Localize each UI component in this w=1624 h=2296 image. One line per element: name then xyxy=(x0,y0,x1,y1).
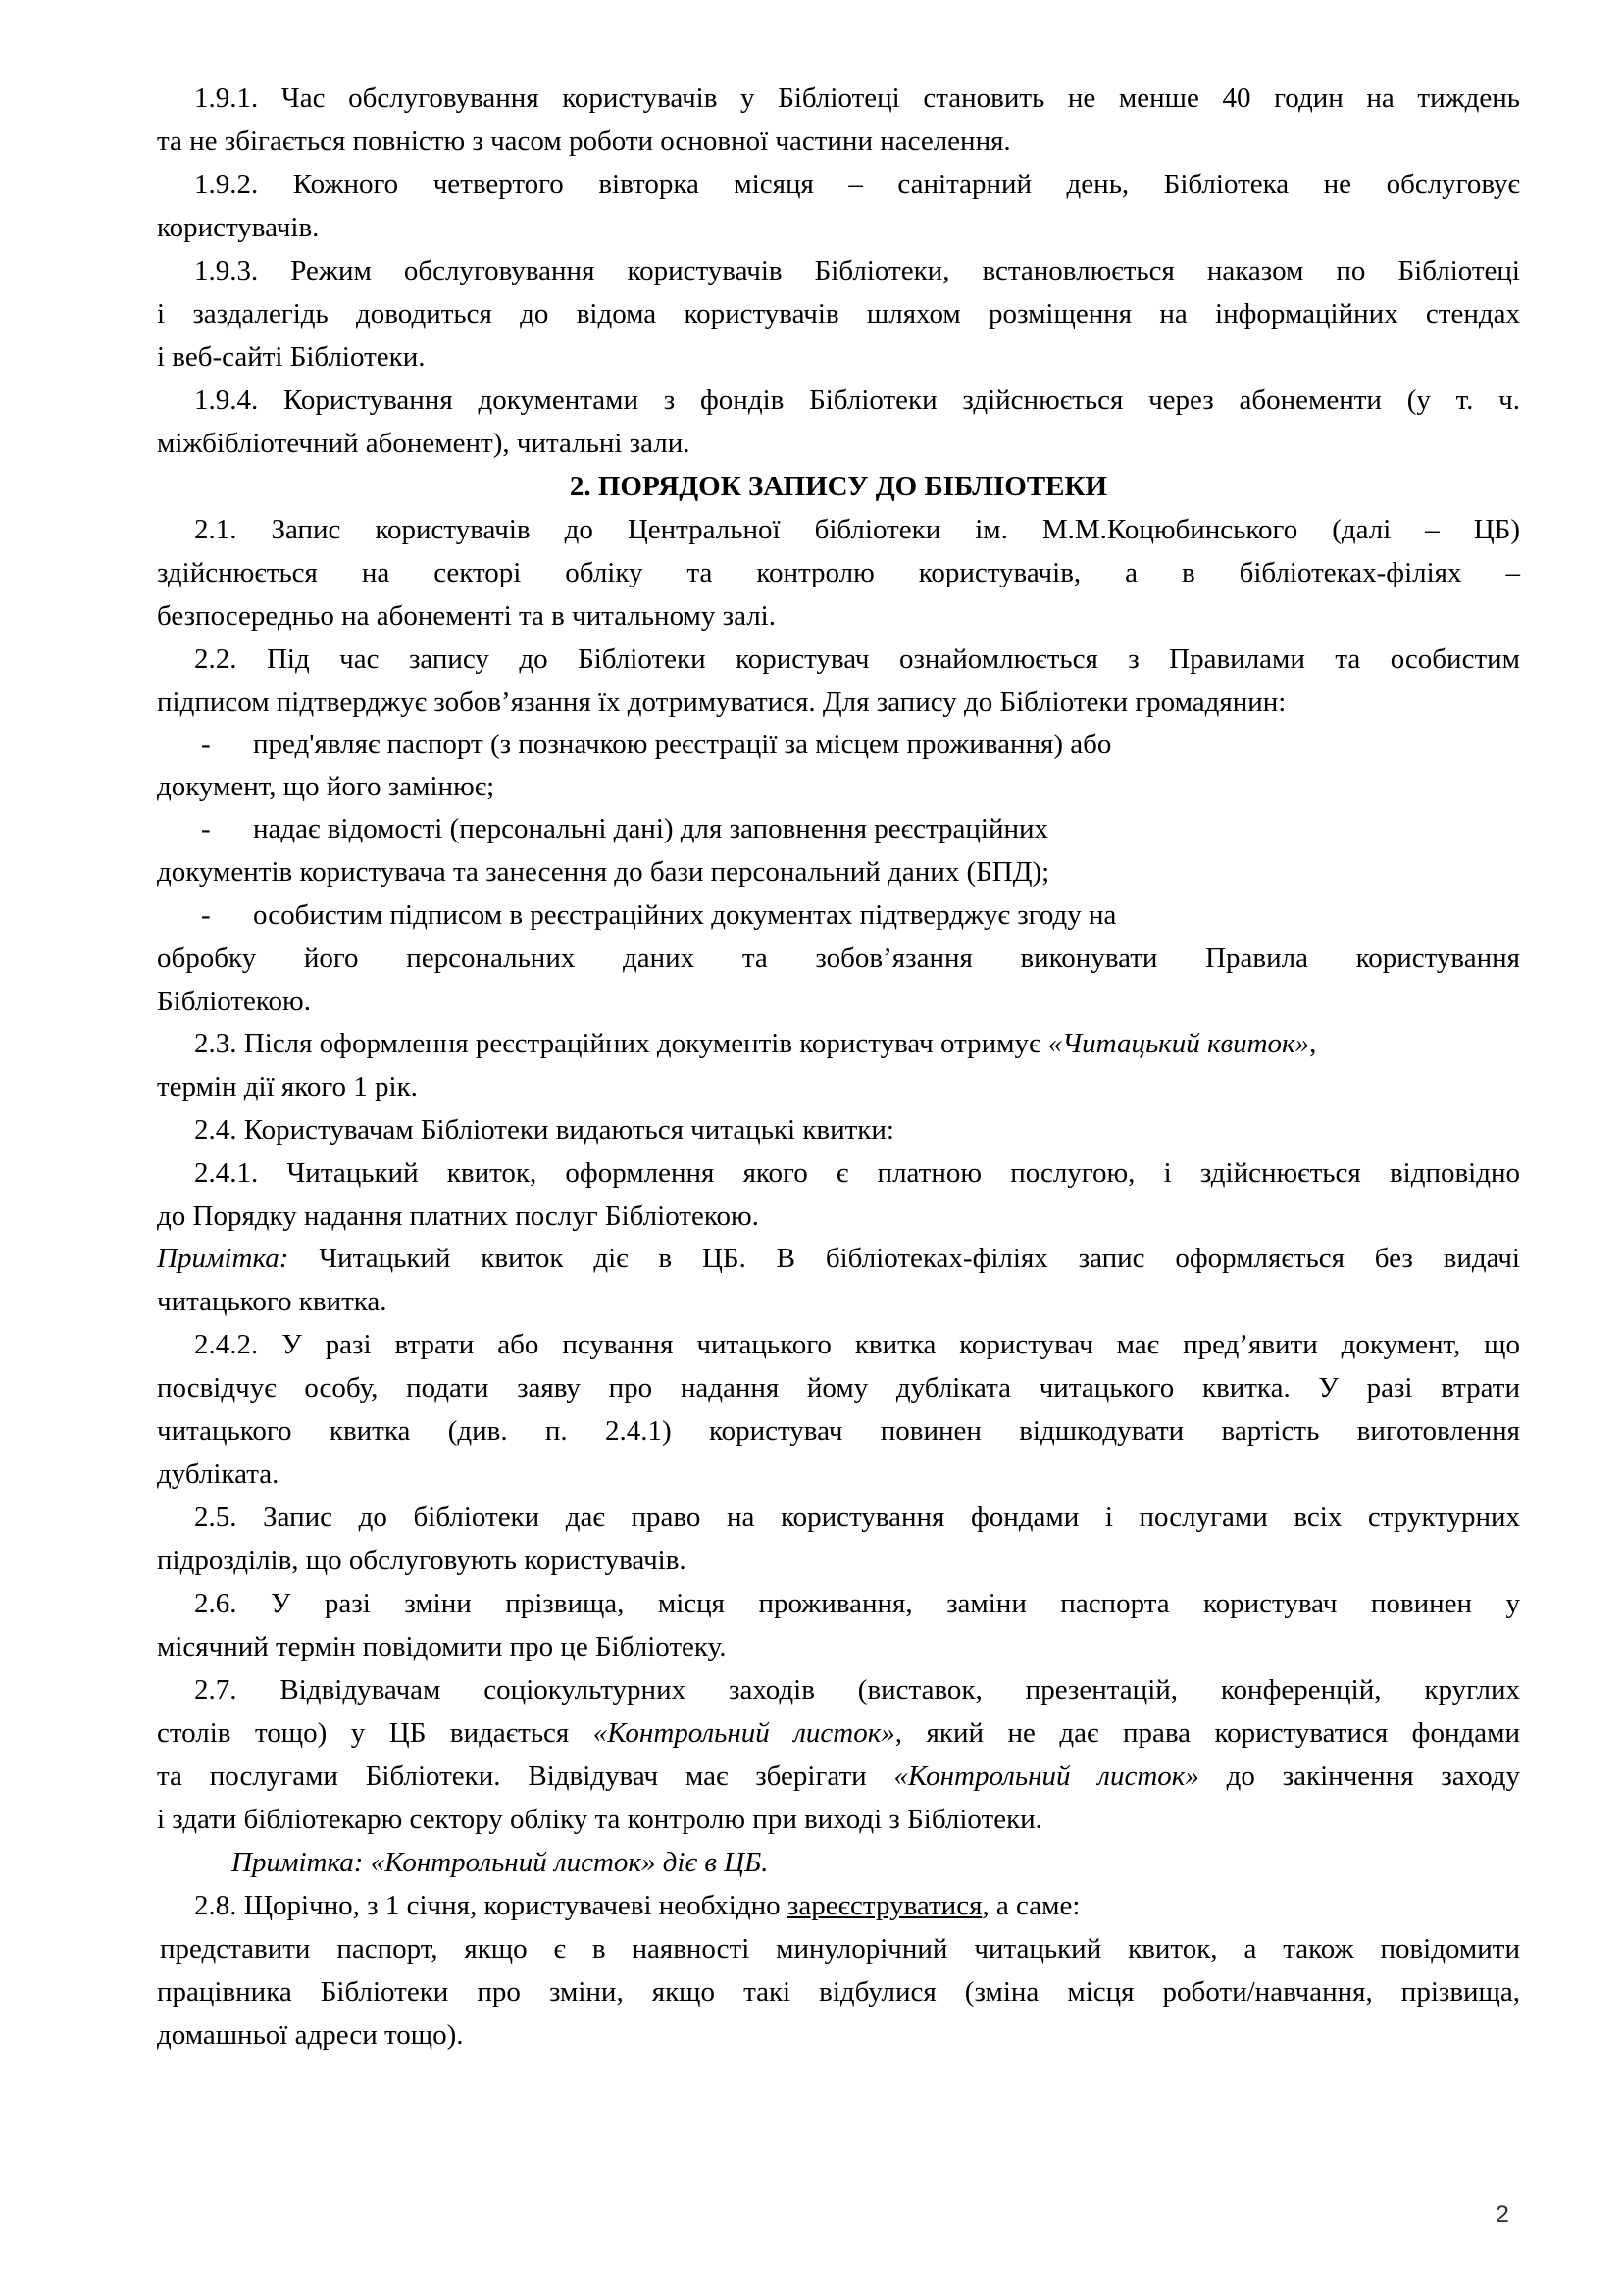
paragraph-2-8-line-2: представити паспорт, якщо є в наявності минулорічний читацький квиток, а також повідомити xyxy=(160,1933,1520,1964)
paragraph-2-4-1-line-2: до Порядку надання платних послуг Бібліотекою. xyxy=(157,1200,759,1232)
paragraph-1-9-4-line-1: 1.9.4. Користування документами з фондів Бібліотеки здійснюється через абонементи (у т. ч. xyxy=(194,384,1520,416)
section-heading: 2. ПОРЯДОК ЗАПИСУ ДО БІБЛІОТЕКИ xyxy=(569,471,1108,502)
bullet-item-1-line-2: документ, що його замінює; xyxy=(157,771,495,802)
paragraph-2-7-line-2 xyxy=(157,1711,1520,1755)
paragraph-1-9-3-line-2: і заздалегідь доводиться до відома користувачів шляхом розміщення на інформаційних стендах xyxy=(157,298,1520,330)
text: 2.8. Щорічно, з 1 січня, користувачеві необхідно xyxy=(194,1890,787,1921)
note-label: Примітка: xyxy=(157,1243,289,1274)
reader-ticket-term: «Читацький квиток» xyxy=(1047,1028,1310,1059)
control-sheet-term: «Контрольний листок» xyxy=(592,1717,895,1749)
text: , а саме: xyxy=(982,1890,1081,1921)
paragraph-2-1-line-3: безпосередньо на абонементі та в читальному залі. xyxy=(157,600,776,632)
paragraph-2-3-line-1 xyxy=(194,1022,1520,1065)
text: , xyxy=(1309,1028,1317,1059)
bullet-text: надає відомості (персональні дані) для заповнення реєстраційних xyxy=(253,813,1049,844)
paragraph-2-5-line-1: 2.5. Запис до бібліотеки дає право на користування фондами і послугами всіх структурних xyxy=(194,1502,1520,1533)
register-term: зареєструватися xyxy=(787,1890,983,1921)
paragraph-2-2-line-1: 2.2. Під час запису до Бібліотеки користувач ознайомлюється з Правилами та особистим xyxy=(194,643,1520,675)
bullet-text: особистим підписом в реєстраційних документах підтверджує згоду на xyxy=(253,899,1117,931)
note-2: Примітка: «Контрольний листок» діє в ЦБ. xyxy=(231,1847,769,1878)
paragraph-2-7-line-1: 2.7. Відвідувачам соціокультурних заходів (виставок, презентацій, конференцій, круглих xyxy=(194,1674,1520,1706)
paragraph-2-4-line-1: 2.4. Користувачам Бібліотеки видаються читацькі квитки: xyxy=(194,1114,894,1146)
paragraph-1-9-1-line-1: 1.9.1. Час обслуговування користувачів у Бібліотеці становить не менше 40 годин на тиждень xyxy=(194,82,1520,114)
paragraph-1-9-3-line-3: і веб-сайті Бібліотеки. xyxy=(157,341,426,373)
bullet-dash: - xyxy=(201,813,211,844)
paragraph-2-6-line-1: 2.6. У разі зміни прізвища, місця проживання, заміни паспорта користувач повинен у xyxy=(194,1588,1520,1619)
paragraph-1-9-2-line-1: 1.9.2. Кожного четвертого вівторка місяця – санітарний день, Бібліотека не обслуговує xyxy=(194,169,1520,200)
bullet-item-3-line-3: Бібліотекою. xyxy=(157,986,311,1017)
page-number: 2 xyxy=(1496,2201,1509,2228)
bullet-dash: - xyxy=(201,899,211,931)
paragraph-2-6-line-2: місячний термін повідомити про це Бібліотеку. xyxy=(157,1631,727,1662)
paragraph-2-4-2-line-1: 2.4.2. У разі втрати або псування читацького квитка користувач має пред’явити документ, що xyxy=(194,1329,1520,1360)
paragraph-2-7-line-4: і здати бібліотекарю сектору обліку та контролю при виході з Бібліотеки. xyxy=(157,1804,1042,1835)
paragraph-2-7-line-3 xyxy=(157,1755,1520,1798)
paragraph-2-2-line-2: підписом підтверджує зобов’язання їх дотримуватися. Для запису до Бібліотеки громадянин: xyxy=(157,687,1287,718)
paragraph-2-4-1-line-1: 2.4.1. Читацький квиток, оформлення якого є платною послугою, і здійснюється відповідно xyxy=(194,1157,1520,1189)
paragraph-2-4-2-line-3: читацького квитка (див. п. 2.4.1) користувач повинен відшкодувати вартість виготовлення xyxy=(157,1415,1520,1447)
bullet-item-2-line-1 xyxy=(0,807,1624,850)
bullet-item-3-line-1 xyxy=(0,893,1624,937)
paragraph-1-9-3-line-1: 1.9.3. Режим обслуговування користувачів Бібліотеки, встановлюється наказом по Бібліотеці xyxy=(194,255,1520,286)
bullet-dash: - xyxy=(201,729,211,760)
paragraph-2-1-line-1: 2.1. Запис користувачів до Центральної бібліотеки ім. М.М.Коцюбинського (далі – ЦБ) xyxy=(194,514,1520,545)
paragraph-1-9-4-line-2: міжбібліотечний абонемент), читальні зали. xyxy=(157,428,690,459)
text: та послугами Бібліотеки. Відвідувач має зберігати xyxy=(157,1760,894,1792)
bullet-item-1-line-1 xyxy=(0,723,1624,766)
paragraph-2-3-line-2: термін дії якого 1 рік. xyxy=(157,1071,418,1102)
bullet-item-2-line-2: документів користувача та занесення до бази персональний даних (БПД); xyxy=(157,856,1050,888)
text: 2.3. Після оформлення реєстраційних документів користувач отримує xyxy=(194,1028,1048,1059)
paragraph-2-5-line-2: підрозділів, що обслуговують користувачів. xyxy=(157,1545,686,1576)
bullet-text: пред'являє паспорт (з позначкою реєстрації за місцем проживання) або xyxy=(253,729,1112,760)
bullet-item-3-line-2: обробку його персональних даних та зобов’язання виконувати Правила користування xyxy=(157,943,1520,974)
paragraph-1-9-1-line-2: та не збігається повністю з часом роботи основної частини населення. xyxy=(157,126,1011,157)
text: , який не дає права користуватися фондами xyxy=(894,1717,1520,1749)
control-sheet-term: «Контрольний листок» xyxy=(893,1760,1199,1792)
paragraph-2-8-line-3: працівника Бібліотеки про зміни, якщо такі відбулися (зміна місця роботи/навчання, прізвища, xyxy=(157,1976,1520,2008)
text: столів тощо) у ЦБ видається xyxy=(157,1717,593,1749)
paragraph-2-1-line-2: здійснюється на секторі обліку та контролю користувачів, а в бібліотеках-філіях – xyxy=(157,557,1520,588)
note-1-line-1 xyxy=(157,1237,1520,1280)
paragraph-2-4-2-line-4: дубліката. xyxy=(157,1458,279,1490)
paragraph-1-9-2-line-2: користувачів. xyxy=(157,212,320,243)
note-text: Читацький квиток діє в ЦБ. В бібліотеках-філіях запис оформляється без видачі xyxy=(288,1243,1520,1274)
paragraph-2-4-2-line-2: посвідчує особу, подати заяву про надання йому дубліката читацького квитка. У разі втрати xyxy=(157,1372,1520,1403)
text: до закінчення заходу xyxy=(1198,1760,1520,1792)
paragraph-2-8-line-4: домашньої адреси тощо). xyxy=(157,2019,464,2051)
paragraph-2-8-line-1 xyxy=(194,1884,1520,1927)
note-1-line-2: читацького квитка. xyxy=(157,1286,387,1317)
